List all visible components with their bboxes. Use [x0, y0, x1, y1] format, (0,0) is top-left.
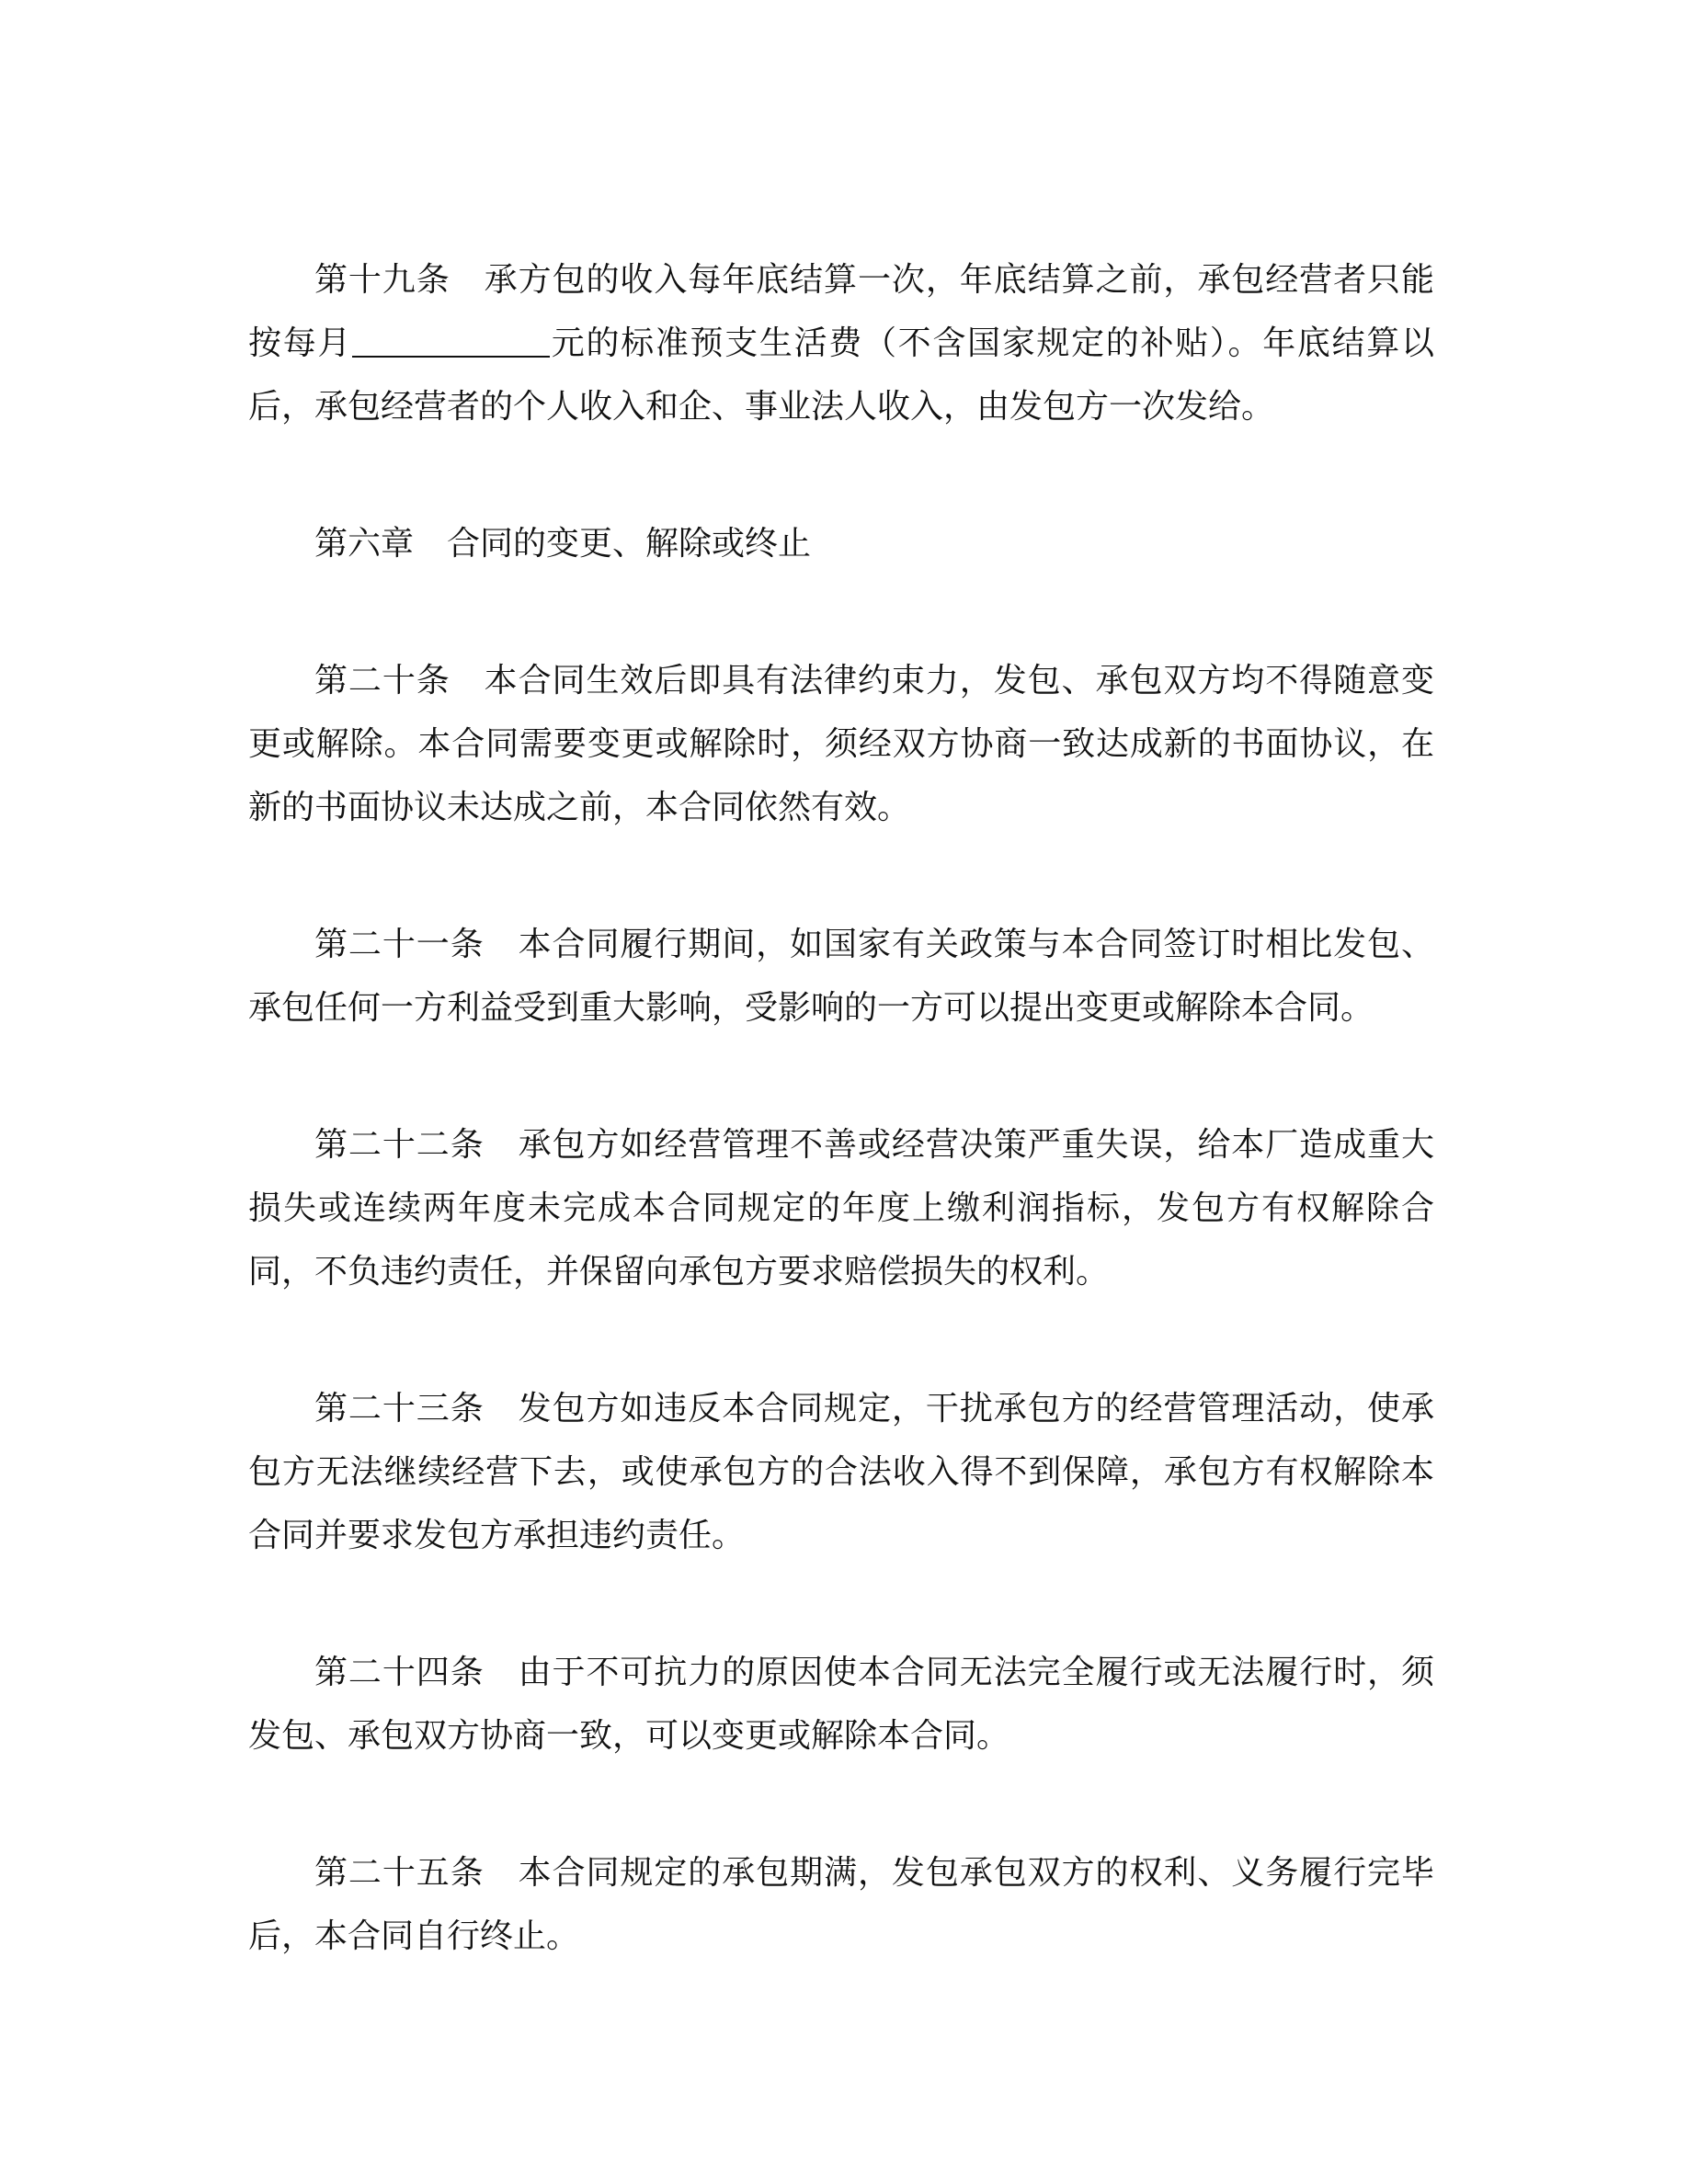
article-number: 第二十五条	[314, 1854, 485, 1892]
article-number: 第二十四条	[314, 1654, 485, 1691]
article-number: 第二十条	[314, 662, 451, 700]
article-number: 第二十三条	[314, 1390, 485, 1428]
article-text: 由于不可抗力的原因使本合同无法完全履行或无法履行时，须发包、承包双方协商一致，可以变更或解除本合同。	[248, 1654, 1434, 1755]
article-text-part-2: 元的标准预支生活费（不含国家规定的补贴）。年底结算以后，承包经营者的个人收入和企、事业法人收入，由发包方一次发给。	[248, 324, 1434, 426]
article-text: 发包方如违反本合同规定，干扰承包方的经营管理活动，使承包方无法继续经营下去，或使承包方的合法收入得不到保障，承包方有权解除本合同并要求发包方承担违约责任。	[248, 1390, 1434, 1554]
article-text: 本合同规定的承包期满，发包承包双方的权利、义务履行完毕后，本合同自行终止。	[248, 1854, 1434, 1955]
article-24	[248, 1641, 1434, 1768]
article-22	[248, 1113, 1434, 1303]
article-text: 本合同履行期间，如国家有关政策与本合同签订时相比发包、承包任何一方利益受到重大影响，受影响的一方可以提出变更或解除本合同。	[248, 926, 1434, 1027]
article-21	[248, 913, 1434, 1040]
article-number: 第十九条	[314, 261, 451, 299]
article-number: 第二十一条	[314, 926, 485, 963]
article-number: 第二十二条	[314, 1126, 485, 1164]
fill-in-blank	[352, 323, 550, 358]
article-text: 承包方如经营管理不善或经营决策严重失误，给本厂造成重大损失或连续两年度未完成本合同规定的年度上缴利润指标，发包方有权解除合同，不负违约责任，并保留向承包方要求赔偿损失的权利。	[248, 1126, 1434, 1291]
chapter-number: 第六章	[314, 525, 415, 563]
chapter-6-heading	[248, 512, 1434, 575]
chapter-title: 合同的变更、解除或终止	[447, 525, 812, 563]
article-23	[248, 1377, 1434, 1567]
document-body	[248, 248, 1434, 1968]
article-text-part-1: 承方包的收入每年底结算一次，年底结算之前，承包经营者只能按每月	[248, 261, 1434, 362]
article-19	[248, 248, 1434, 438]
article-text: 本合同生效后即具有法律约束力，发包、承包双方均不得随意变更或解除。本合同需要变更或解除时，须经双方协商一致达成新的书面协议，在新的书面协议未达成之前，本合同依然有效。	[248, 662, 1434, 826]
article-20	[248, 649, 1434, 839]
article-25	[248, 1841, 1434, 1968]
